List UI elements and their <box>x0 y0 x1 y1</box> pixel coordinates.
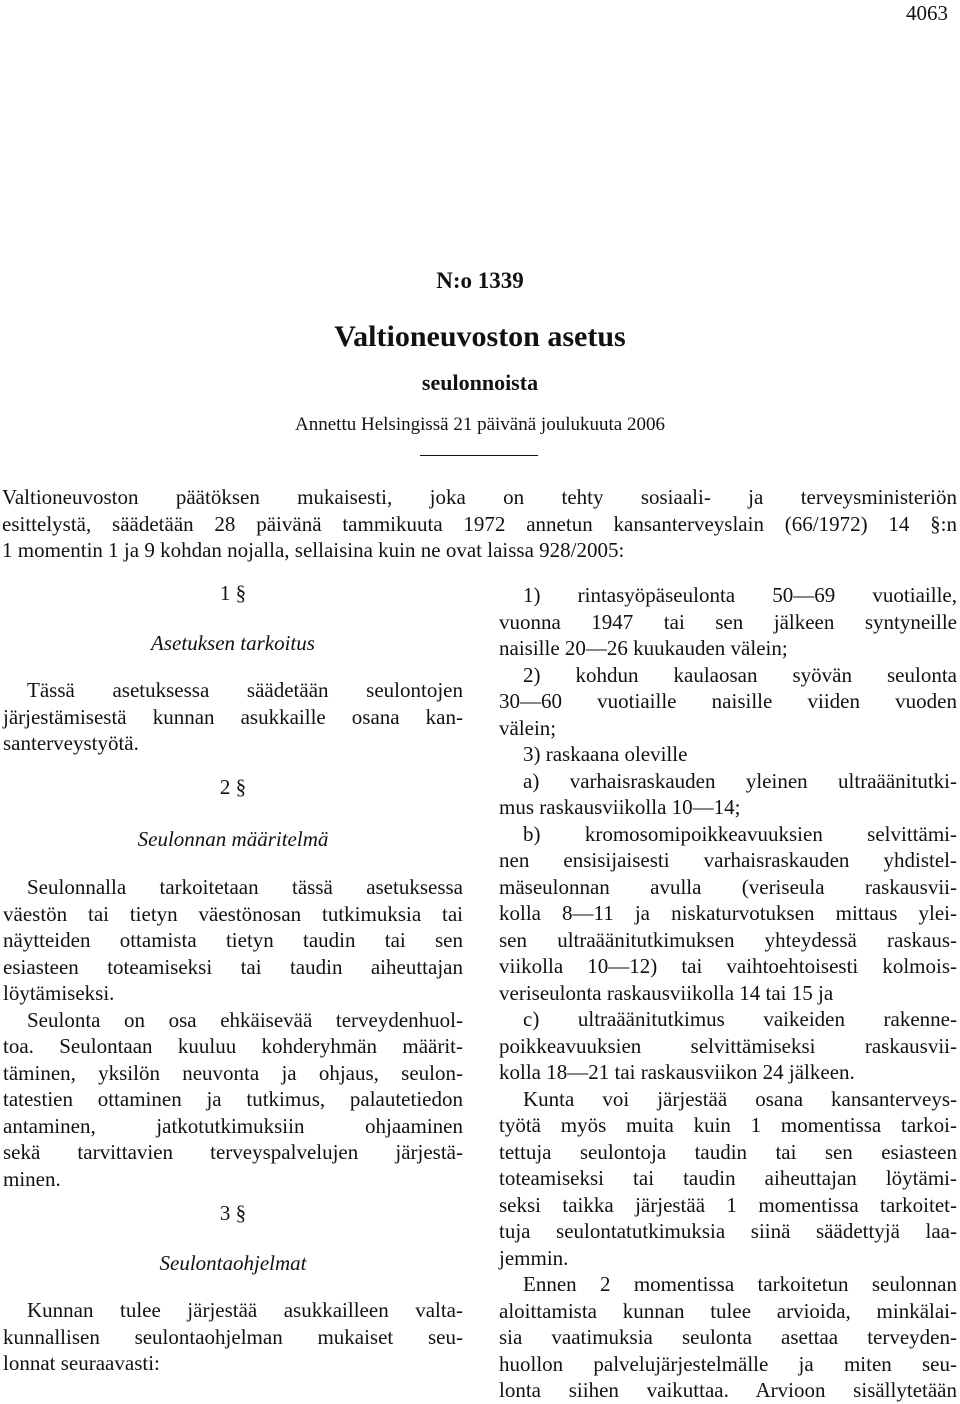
text-line: 30—60 vuotiaille naisille viiden vuoden <box>499 689 957 713</box>
text-line: järjestämisestä kunnan asukkaille osana kan- <box>3 704 463 729</box>
text-line: viikolla 10—12) tai vaihtoehtoisesti kolmois- <box>499 954 957 978</box>
text-line: sekä tarvittavien terveyspalvelujen järjestä- <box>3 1140 463 1164</box>
text-line: Tässä asetuksessa säädetään seulontojen <box>27 678 463 702</box>
preamble-line: 1 momentin 1 ja 9 kohdan nojalla, sellaisina kuin ne ovat laissa 928/2005: <box>2 538 625 562</box>
text-line: Seulonnalla tarkoitetaan tässä asetuksessa <box>27 875 463 899</box>
section-1-number: 1 § <box>219 581 247 605</box>
document-number: N:o 1339 <box>436 268 524 293</box>
right-column <box>499 0 957 1402</box>
preamble-line: Valtioneuvoston päätöksen mukaisesti, joka on tehty sosiaali- ja terveysministeriön <box>2 485 957 509</box>
document-subtitle: seulonnoista <box>421 370 539 395</box>
text-line: veriseulonta raskausviikolla 14 tai 15 ja <box>499 980 834 1005</box>
dateline: Annettu Helsingissä 21 päivänä joulukuuta 2006 <box>295 414 665 435</box>
text-line: aloittamista kunnan tulee arvioida, minkälai- <box>499 1298 957 1323</box>
text-line: lonnat seuraavasti: <box>3 1351 160 1375</box>
text-line: kolla 18—21 tai raskausviikon 24 jälkeen. <box>499 1060 855 1084</box>
text-line: välein; <box>499 715 557 740</box>
right-column-text <box>499 582 957 1404</box>
text-line: sen ultraäänitutkimuksen yhteydessä raskaus- <box>499 927 957 952</box>
text-line: santerveystyötä. <box>3 731 139 755</box>
section-3-heading: Seulontaohjelmat <box>159 1251 307 1275</box>
section-2-heading: Seulonnan määritelmä <box>137 827 329 851</box>
text-line: vuonna 1947 tai sen jälkeen syntyneille <box>499 609 957 634</box>
text-line: naisille 20—26 kuukauden välein; <box>499 636 788 660</box>
text-line: tatestien ottaminen ja tutkimus, palautetiedon <box>3 1087 463 1111</box>
section-2-number: 2 § <box>219 775 247 799</box>
section-1-heading: Asetuksen tarkoitus <box>151 631 315 655</box>
document-title: Valtioneuvoston asetus <box>334 320 626 353</box>
text-line: 3) raskaana oleville <box>523 742 688 766</box>
text-line: sia vaatimuksia seulonta asettaa terveyden- <box>499 1325 957 1349</box>
text-line: seksi taikka järjestää 1 momentissa tarkoitet- <box>499 1192 957 1217</box>
text-line: Seulonta on osa ehkäisevää terveydenhuol- <box>27 1007 463 1032</box>
text-line: Kunnan tulee järjestää asukkailleen valta- <box>27 1298 463 1322</box>
text-line: lonta siihen vaikuttaa. Arvioon sisällytetään <box>499 1378 957 1402</box>
text-line: 2) kohdun kaulaosan syövän seulonta <box>523 662 957 687</box>
text-line: b) kromosomipoikkeavuuksien selvittämi- <box>523 821 957 846</box>
text-line: toa. Seulontaan kuuluu kohderyhmän määrit- <box>3 1034 463 1058</box>
text-line: mäseulonnan avulla (veriseula raskausvii- <box>499 874 957 899</box>
text-line: mus raskausviikolla 10—14; <box>499 795 741 819</box>
text-line: Kunta voi järjestää osana kansanterveys- <box>523 1086 957 1111</box>
text-line: antaminen, jatkotutkimuksiin ohjaaminen <box>3 1113 463 1138</box>
text-line: työtä myös muita kuin 1 momentissa tarkoi- <box>499 1113 957 1137</box>
text-line: kunnallisen seulontaohjelman mukaiset seu- <box>3 1324 463 1349</box>
text-line: poikkeavuuksien selvittämiseksi raskausvii- <box>499 1033 957 1058</box>
preamble-line: esittelystä, säädetään 28 päivänä tammikuuta 1972 annetun kansanterveyslain (66/1972) 14 §:n <box>2 511 957 536</box>
section-3-number: 3 § <box>219 1201 247 1225</box>
text-line: nen ensisijaisesti varhaisraskauden yhdistel- <box>499 848 957 872</box>
text-line: löytämiseksi. <box>3 981 115 1005</box>
text-line: 1) rintasyöpäseulonta 50—69 vuotiaille, <box>523 583 957 607</box>
text-line: esiasteen toteamiseksi tai taudin aiheuttajan <box>3 954 463 979</box>
section-2-text <box>3 874 463 1192</box>
text-line: a) varhaisraskauden yleinen ultraäänitutki- <box>523 768 957 793</box>
text-line: täminen, yksilön neuvonta ja ohjaus, seulon- <box>3 1060 463 1085</box>
text-line: minen. <box>3 1166 61 1191</box>
text-line: c) ultraäänitutkimus vaikeiden rakenne- <box>523 1007 957 1031</box>
section-1-text <box>3 677 463 757</box>
left-column <box>3 0 463 1375</box>
text-line: kolla 8—11 ja niskaturvotuksen mittaus ylei- <box>499 901 957 925</box>
text-line: näytteiden ottamista tietyn taudin tai sen <box>3 928 463 952</box>
section-3-text <box>3 1297 463 1377</box>
text-line: väestön tai tietyn väestönosan tutkimuksia tai <box>3 901 463 926</box>
page-number: 4063 <box>906 1 948 25</box>
text-line: huollon palvelujärjestelmälle ja miten seu- <box>499 1351 957 1376</box>
text-line: tettuja seulontoja taudin tai sen esiasteen <box>499 1139 957 1164</box>
text-line: tuja seulontatutkimuksia siinä säädettyjä laa- <box>499 1219 957 1243</box>
text-line: Ennen 2 momentissa tarkoitetun seulonnan <box>523 1272 957 1296</box>
text-line: toteamiseksi tai taudin aiheuttajan löytämi- <box>499 1166 957 1190</box>
text-line: jemmin. <box>499 1245 569 1270</box>
